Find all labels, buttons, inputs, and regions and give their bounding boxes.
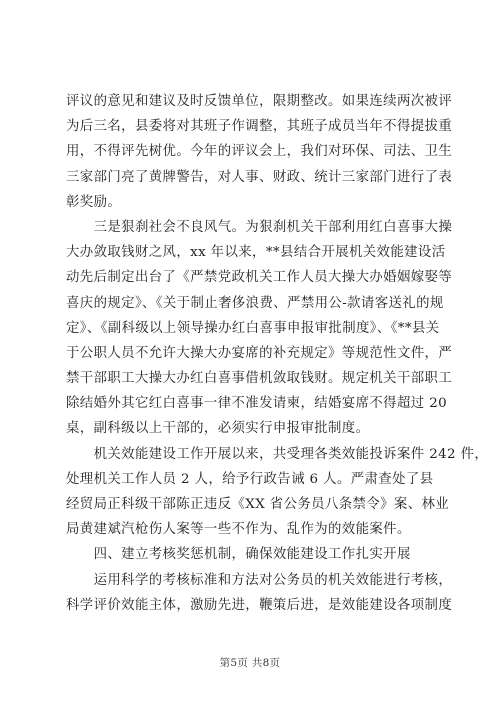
- text-line: 动先后制定出台了《严禁党政机关工作人员大操大办婚姻嫁娶等: [66, 270, 453, 286]
- text-line: 经贸局正科级干部陈正违反《XX 省公务员八条禁令》案、林业: [66, 497, 450, 512]
- text-line: 喜庆的规定》、《关于制止奢侈浪费、严禁用公-款请客送礼的规: [66, 295, 444, 311]
- text-line: 桌，副科级以上干部的，必须实行申报审批制度。: [66, 421, 370, 437]
- body-text: [66, 89, 489, 618]
- text-line: 定》、《副科级以上领导操办红白喜事申报审批制度》、《**县关: [66, 320, 440, 336]
- section-heading: 四、建立考核奖惩机制，确保效能建设工作扎实开展: [66, 547, 411, 563]
- text-line: 用，不得评先树优。今年的评议会上，我们对环保、司法、卫生: [66, 144, 453, 160]
- text-line: 评议的意见和建议及时反馈单位，限期整改。如果连续两次被评: [66, 94, 453, 109]
- text-line: 局黄建斌汽枪伤人案等一些不作为、乱作为的效能案件。: [66, 522, 411, 538]
- text-line: 为后三名，县委将对其班子作调整，其班子成员当年不得提拔重: [66, 119, 453, 135]
- text-line: 运用科学的考核标准和方法对公务员的机关效能进行考核，: [66, 572, 453, 588]
- text-line: 彰奖励。: [66, 194, 122, 210]
- text-line: 三是狠刹社会不良风气。为狠刹机关干部利用红白喜事大操: [66, 219, 453, 235]
- text-line: 机关效能建设工作开展以来，共受理各类效能投诉案件 242 件，: [66, 446, 489, 462]
- text-line: 三家部门亮了黄牌警告，对人事、财政、统计三家部门进行了表: [66, 169, 453, 185]
- page-number-footer: 第5页 共8页: [219, 657, 281, 669]
- text-line: 大办敛取钱财之风，xx 年以来，**县结合开展机关效能建设活: [66, 245, 446, 261]
- text-line: 科学评价效能主体，激励先进，鞭策后进，是效能建设各项制度: [66, 597, 453, 613]
- text-line: 处理机关工作人员 2 人，给予行政告诫 6 人。严肃查处了县: [66, 471, 434, 487]
- text-line: 于公职人员不允许大操大办宴席的补充规定》等规范性文件，严: [66, 345, 453, 361]
- text-line: 除结婚外其它红白喜事一律不准发请柬，结婚宴席不得超过 20: [66, 396, 448, 412]
- text-line: 禁干部职工大操大办红白喜事借机敛取钱财。规定机关干部职工: [66, 371, 453, 387]
